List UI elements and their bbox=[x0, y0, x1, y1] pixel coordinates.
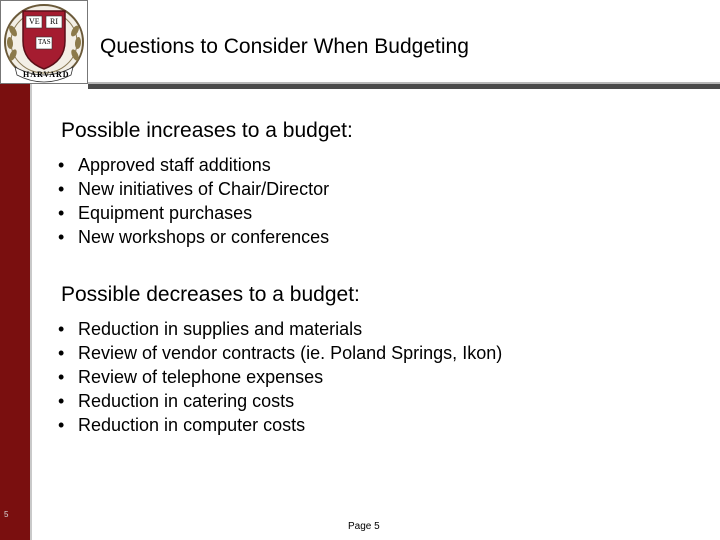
list-item: • Reduction in supplies and materials bbox=[58, 317, 502, 341]
increases-list bbox=[58, 153, 329, 249]
slide-number: 5 bbox=[4, 510, 9, 519]
list-item: • Equipment purchases bbox=[58, 201, 329, 225]
left-accent-bar-edge bbox=[30, 84, 32, 540]
page-number-label: Page 5 bbox=[348, 521, 380, 532]
increases-heading: Possible increases to a budget: bbox=[61, 119, 353, 142]
list-item: • Reduction in catering costs bbox=[58, 389, 502, 413]
page-title: Questions to Consider When Budgeting bbox=[100, 35, 469, 58]
left-accent-bar bbox=[0, 84, 30, 540]
decreases-heading: Possible decreases to a budget: bbox=[61, 283, 360, 306]
list-item: • New initiatives of Chair/Director bbox=[58, 177, 329, 201]
list-item: • Approved staff additions bbox=[58, 153, 329, 177]
shield-letters-ri: RI bbox=[50, 17, 58, 26]
shield-letters-ve: VE bbox=[29, 17, 40, 26]
list-item: • Reduction in computer costs bbox=[58, 413, 502, 437]
logo-banner-text: HARVARD bbox=[23, 70, 70, 79]
list-item: • New workshops or conferences bbox=[58, 225, 329, 249]
header-divider bbox=[88, 84, 720, 89]
decreases-list bbox=[58, 317, 502, 437]
harvard-logo bbox=[0, 0, 88, 84]
list-item: • Review of telephone expenses bbox=[58, 365, 502, 389]
list-item: • Review of vendor contracts (ie. Poland Springs, Ikon) bbox=[58, 341, 502, 365]
shield-letters-tas: TAS bbox=[38, 38, 51, 46]
